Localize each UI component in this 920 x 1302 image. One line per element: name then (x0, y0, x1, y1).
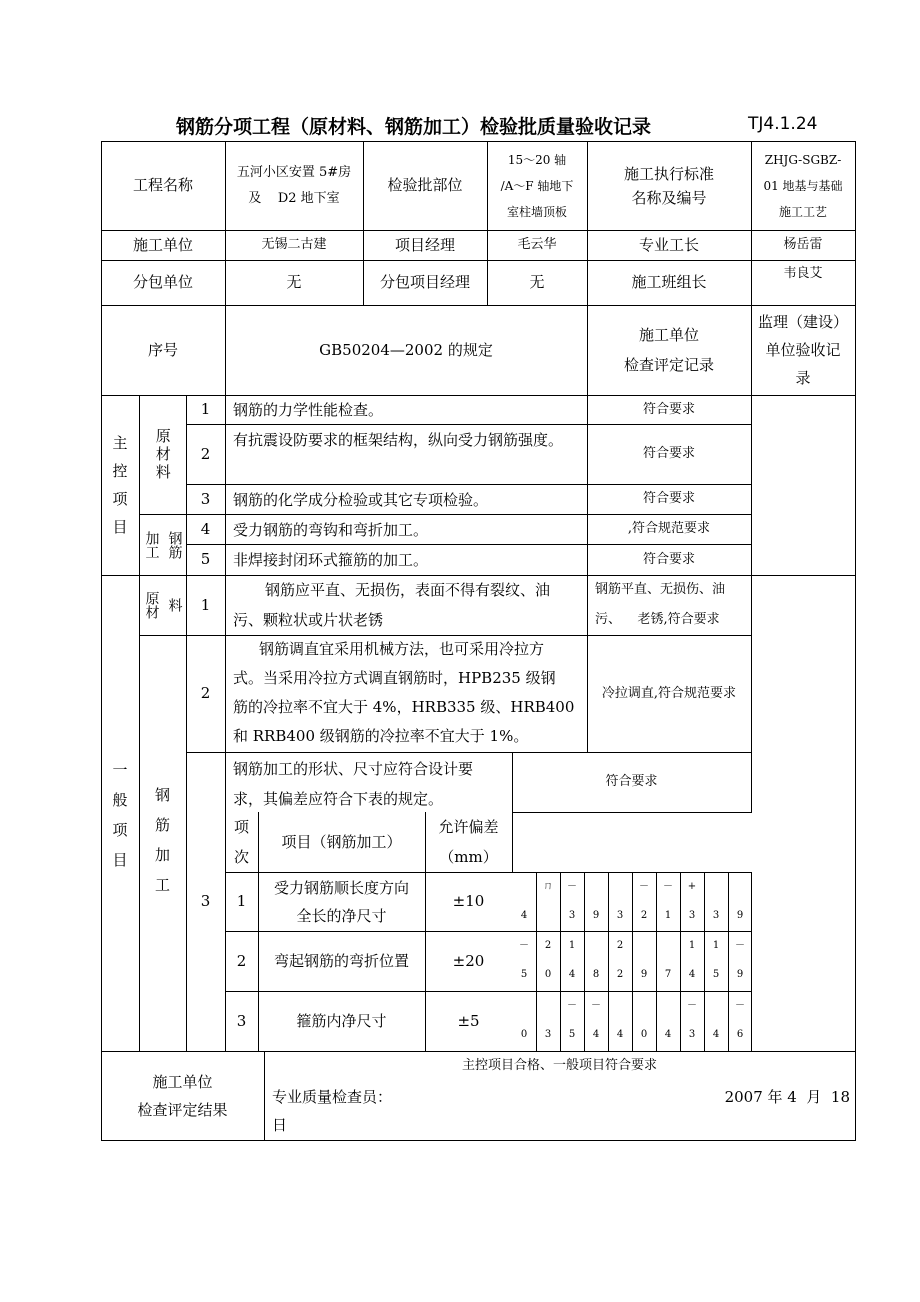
reading-value: 8 (592, 969, 600, 980)
raw-material-label-text: 原材料 (153, 427, 172, 482)
reading-value: 4 (520, 910, 528, 921)
result-date: 2007 年 4 月 18 (724, 1087, 850, 1106)
reading-value: 3 (688, 910, 696, 921)
inspection-part-line: 室柱墙顶板 (506, 204, 567, 219)
reading-sign: 1 (688, 940, 696, 951)
raw-material-label (139, 395, 186, 514)
header-line: 允许偏差 (438, 818, 499, 836)
supervision-header-line: 录 (795, 369, 811, 387)
dev-row-name (258, 872, 425, 931)
main-item-result: ,符合规范要求 (627, 521, 711, 537)
group-char: 目 (112, 518, 128, 536)
reading-value: 9 (640, 969, 648, 980)
document-title: 钢筋分项工程（原材料、钢筋加工）检验批质量验收记录 (176, 116, 652, 138)
general-item-result: 符合要求 (605, 774, 658, 790)
standard-value-line: 施工工艺 (778, 204, 827, 219)
reading-sign: 2 (616, 940, 624, 951)
dev-row-tolerance: ±5 (457, 1011, 480, 1030)
general-item-result: 冷拉调直,符合规范要求 (601, 685, 737, 701)
project-name-line: 及 D2 地下室 (248, 190, 340, 206)
main-item-result: 符合要求 (642, 401, 695, 417)
main-item-text: 钢筋的化学成分检验或其它专项检验。 (233, 490, 489, 509)
pm-label: 项目经理 (394, 235, 455, 254)
reading-sign: － (567, 1000, 577, 1011)
text-line: 受力钢筋顺长度方向 (273, 878, 409, 897)
group-char: 目 (112, 851, 128, 869)
processing-label-text: 加工 (143, 530, 160, 559)
pm-value: 毛云华 (517, 237, 557, 253)
rule (751, 575, 752, 813)
text-line: 钢筋平直、无损伤、油 (595, 582, 726, 597)
reading-sign: 1 (568, 940, 576, 951)
reading-value: 4 (616, 1029, 624, 1040)
proc-char: 工 (154, 876, 170, 894)
standard-label-line: 名称及编号 (631, 188, 707, 207)
document-code: TJ4.1.24 (748, 114, 818, 134)
subtable-item-header: 项目（钢筋加工） (281, 832, 402, 851)
standard-value-line: ZHJG-SGBZ- (764, 152, 842, 167)
reading-value: 3 (616, 910, 624, 921)
reading-value: 4 (664, 1029, 672, 1040)
general-item-no: 1 (200, 595, 211, 614)
document-title-bar (0, 112, 920, 140)
text-line: 式。当采用冷拉方式调直钢筋时，HPB235 级钢 (233, 669, 556, 687)
subtable-no-header (225, 812, 258, 872)
sub-pm-label: 分包项目经理 (379, 273, 470, 292)
text-line: 全长的净尺寸 (296, 906, 387, 925)
reading-value: 6 (736, 1029, 744, 1040)
reading-sign: － (735, 940, 745, 951)
text-line: 钢筋加工的形状、尺寸应符合设计要 (233, 760, 474, 778)
reading-value: 5 (712, 969, 720, 980)
reading-value: 0 (640, 1029, 648, 1040)
group-char: 控 (112, 462, 128, 480)
general-raw-label-text: 原材 (143, 591, 160, 619)
reading-value: 3 (688, 1029, 696, 1040)
rule (225, 395, 226, 575)
header-line: （mm） (439, 848, 498, 866)
sub-pm-value: 无 (529, 273, 545, 292)
subcontractor-label: 分包单位 (132, 273, 193, 292)
group-char: 般 (112, 791, 128, 809)
reading-value: 4 (688, 969, 696, 980)
foreman-label: 专业工长 (638, 235, 699, 254)
inspection-part-value (487, 141, 587, 230)
dev-row-name: 箍筋内净尺寸 (296, 1011, 387, 1030)
header-line: 项 (233, 818, 249, 836)
standard-label-line: 施工执行标准 (623, 164, 714, 183)
general-processing-label (139, 780, 186, 900)
main-item-no: 3 (200, 489, 211, 508)
reading-value: 5 (520, 969, 528, 980)
inspection-part-line: 15～20 轴 (507, 152, 567, 167)
seq-header: 序号 (147, 340, 178, 359)
main-item-result: 符合要求 (642, 446, 695, 462)
standard-value (751, 141, 855, 230)
team-leader-label: 施工班组长 (631, 273, 707, 292)
check-record-header-line: 施工单位 (638, 326, 699, 344)
general-group-label (101, 755, 139, 875)
reading-sign: ㄇ (543, 881, 553, 892)
reading-sign: + (687, 881, 697, 892)
reading-value: 3 (712, 910, 720, 921)
inspection-part-label: 检验批部位 (387, 176, 463, 195)
text-line: 污、 老锈,符合要求 (595, 612, 720, 627)
inspection-part-line: /A～F 轴地下 (500, 178, 574, 193)
foreman-value: 杨岳雷 (783, 237, 823, 253)
reading-value: 1 (664, 910, 672, 921)
reading-value: 4 (712, 1029, 720, 1040)
supervision-header-line: 监理（建设） (757, 313, 848, 331)
text-line: 钢筋应平直、无损伤，表面不得有裂纹、油 (265, 581, 551, 599)
reading-sign: － (639, 881, 649, 892)
general-item-text (233, 575, 587, 635)
proc-char: 筋 (154, 816, 170, 834)
text-line: 求，其偏差应符合下表的规定。 (233, 790, 444, 808)
reading-value: 0 (520, 1029, 528, 1040)
dev-row-no: 2 (236, 951, 247, 970)
reading-sign: － (519, 940, 529, 951)
spec-header: GB50204—2002 的规定 (319, 340, 493, 359)
main-control-group-label (101, 395, 139, 575)
contractor-label: 施工单位 (132, 235, 193, 254)
reading-value: 7 (664, 969, 672, 980)
main-item-no: 4 (200, 519, 211, 538)
dev-row-no: 1 (236, 892, 247, 911)
reading-value: 3 (544, 1029, 552, 1040)
contractor-value: 无锡二古建 (261, 237, 327, 253)
rule (101, 1140, 855, 1141)
reading-value: 9 (736, 969, 744, 980)
group-char: 主 (112, 434, 128, 452)
rule (751, 395, 752, 575)
general-item-result (595, 575, 751, 635)
team-leader-value: 韦良艾 (783, 266, 823, 282)
general-item-no: 3 (200, 892, 211, 911)
header-line: 次 (233, 848, 249, 866)
supervision-header (751, 305, 855, 395)
main-item-result: 符合要求 (642, 491, 695, 507)
reading-value: 0 (544, 969, 552, 980)
reading-value: 9 (736, 910, 744, 921)
text-line: 和 RRB400 级钢筋的冷拉率不宜大于 1%。 (233, 727, 529, 745)
main-item-no: 2 (200, 444, 211, 463)
proc-char: 钢 (154, 786, 170, 804)
main-item-text: 钢筋的力学性能检查。 (233, 401, 384, 419)
main-item-no: 5 (200, 550, 211, 569)
reading-sign: 1 (712, 940, 720, 951)
reading-sign: － (591, 1000, 601, 1011)
general-raw-label-text: 料 (166, 598, 183, 612)
dev-row-tolerance: ±10 (452, 892, 485, 911)
general-item-text (233, 754, 512, 814)
main-item-result: 符合要求 (642, 551, 695, 567)
check-record-header (587, 305, 751, 395)
dev-row-name: 弯起钢筋的弯折位置 (273, 951, 409, 970)
standard-label (587, 141, 751, 230)
group-char: 项 (112, 490, 128, 508)
processing-label-text: 钢筋 (166, 530, 183, 559)
reading-sign: － (567, 881, 577, 892)
main-item-text: 非焊接封闭环式箍筋的加工。 (233, 551, 429, 569)
reading-value: 5 (568, 1029, 576, 1040)
result-date-tail: 日 (272, 1115, 288, 1134)
result-label (101, 1051, 264, 1140)
text-line: 筋的冷拉率不宜大于 4%，HRB335 级、HRB400 (233, 698, 575, 716)
result-label-line: 检查评定结果 (137, 1100, 228, 1119)
reading-value: 2 (616, 969, 624, 980)
reading-value: 2 (640, 910, 648, 921)
general-raw-label (139, 575, 186, 635)
main-item-no: 1 (200, 400, 211, 419)
rule (855, 141, 856, 1141)
standard-value-line: 01 地基与基础 (763, 178, 843, 193)
rule (751, 872, 752, 1051)
project-name-line: 五河小区安置 5#房 (236, 164, 352, 180)
result-summary: 主控项目合格、一般项目符合要求 (461, 1058, 657, 1074)
reading-sign: 2 (544, 940, 552, 951)
text-line: 钢筋调直宜采用机械方法，也可采用冷拉方 (259, 640, 545, 658)
result-label-line: 施工单位 (152, 1072, 213, 1091)
supervision-header-line: 单位验收记 (765, 341, 841, 359)
check-record-header-line: 检查评定记录 (623, 356, 714, 374)
text-line: 污、颗粒状或片状老锈 (233, 611, 384, 629)
main-item-text: 受力钢筋的弯钩和弯折加工。 (233, 520, 429, 539)
inspector-label: 专业质量检查员： (272, 1087, 393, 1106)
general-item-no: 2 (200, 684, 211, 703)
rule (512, 812, 751, 813)
proc-char: 加 (154, 846, 170, 864)
dev-row-no: 3 (236, 1011, 247, 1030)
reading-value: 3 (568, 910, 576, 921)
group-char: 项 (112, 821, 128, 839)
group-char: 一 (112, 761, 128, 779)
reading-value: 9 (592, 910, 600, 921)
reading-sign: － (663, 881, 673, 892)
processing-label (139, 514, 186, 575)
general-item-text (233, 635, 587, 751)
project-name-label: 工程名称 (132, 176, 193, 195)
reading-value: 4 (568, 969, 576, 980)
dev-row-tolerance: ±20 (452, 951, 485, 970)
reading-sign: － (687, 1000, 697, 1011)
reading-value: 4 (592, 1029, 600, 1040)
subcontractor-value: 无 (286, 273, 302, 292)
main-item-text: 有抗震设防要求的框架结构，纵向受力钢筋强度。 (233, 430, 564, 449)
subtable-tolerance-header (425, 812, 512, 872)
project-name-value (225, 141, 363, 230)
reading-sign: － (735, 1000, 745, 1011)
